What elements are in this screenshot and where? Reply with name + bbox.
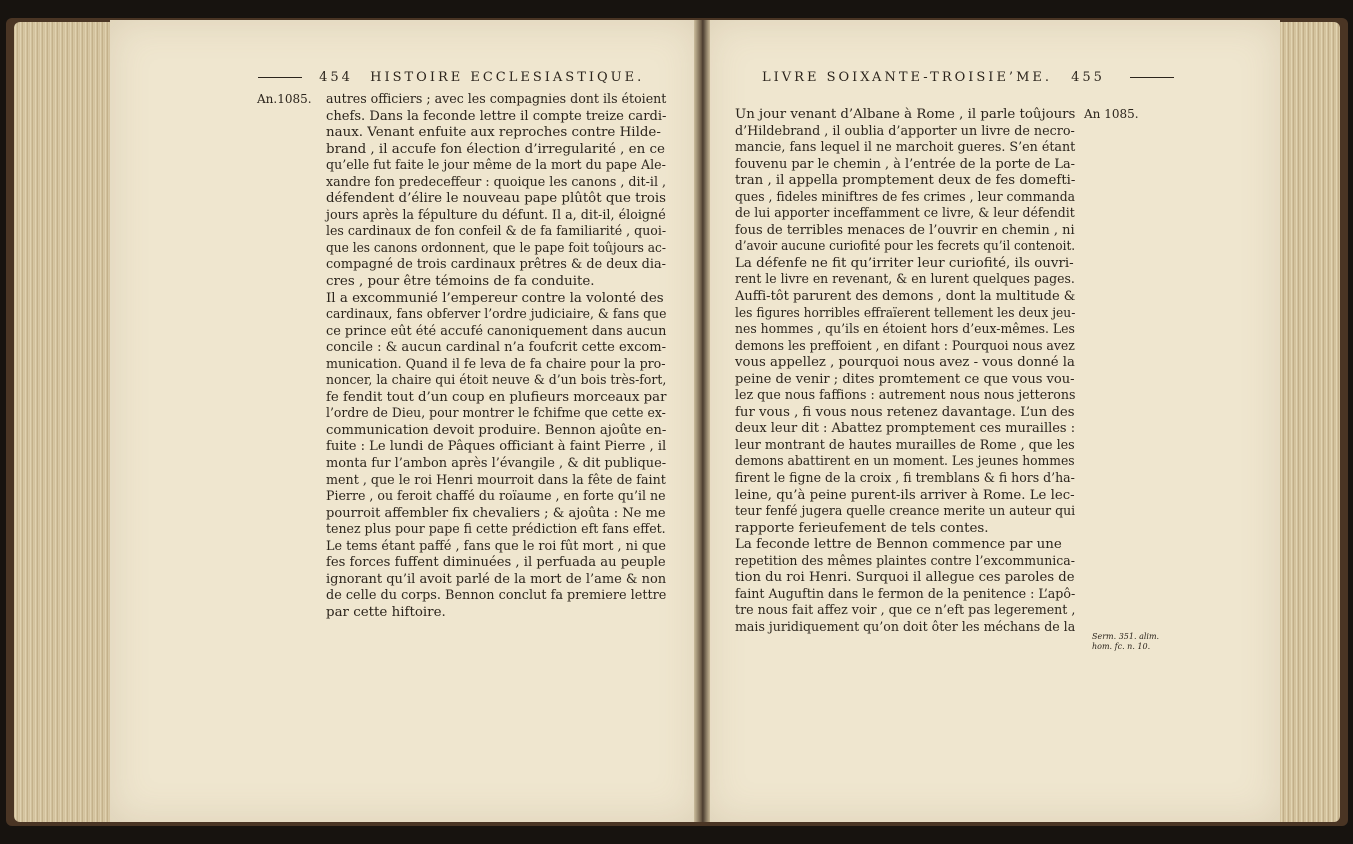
text-line: Un jour venant d’Albane à Rome , il parle toûjours bbox=[735, 107, 1076, 122]
right-page-number: 455 bbox=[1071, 70, 1105, 85]
text-line: par cette hiftoire. bbox=[326, 604, 446, 620]
text-line: munication. Quand il fe leva de fa chaire pour la pro- bbox=[326, 356, 666, 372]
text-line: repetition des mêmes plaintes contre l’excommunica- bbox=[735, 553, 1075, 569]
text-line: teur fenfé jugera quelle creance merite un auteur qui bbox=[735, 504, 1076, 520]
text-line: Le tems étant paffé , fans que le roi fût mort , ni que bbox=[326, 538, 666, 554]
text-line: fur vous , fi vous nous retenez davantage. L’un des bbox=[735, 404, 1075, 420]
text-line: leine, qu’à peine purent-ils arriver à Rome. Le lec- bbox=[735, 487, 1075, 503]
text-line: les cardinaux de fon confeil & de fa familiarité , quoi- bbox=[326, 224, 667, 240]
text-line: firent le figne de la croix , fi tremblans & fi hors d’ha- bbox=[735, 471, 1075, 487]
right-margin-year: An 1085. bbox=[1084, 107, 1139, 121]
text-line: fouvenu par le chemin , à l’entrée de la porte de La- bbox=[735, 156, 1075, 172]
text-line: rent le livre en revenant, & en lurent quelques pages. bbox=[735, 272, 1075, 288]
text-line: tran , il appella promptement deux de fes domefti- bbox=[735, 173, 1076, 189]
text-line: chefs. Dans la feconde lettre il compte treize cardi- bbox=[326, 108, 667, 124]
text-line: noncer, la chaire qui étoit neuve & d’un bois très-fort, bbox=[326, 373, 667, 389]
text-line: fe fendit tout d’un coup en plufieurs morceaux par bbox=[326, 389, 667, 405]
text-line: fous de terribles menaces de l’ouvrir en chemin , ni bbox=[735, 222, 1075, 238]
text-line: demons abattirent en un moment. Les jeunes hommes bbox=[735, 454, 1075, 470]
text-line: défendent d’élire le nouveau pape plûtôt que trois bbox=[326, 191, 667, 207]
header-rule bbox=[1130, 77, 1174, 78]
text-line: rapporte ferieufement de tels contes. bbox=[735, 520, 989, 536]
text-line: cres , pour être témoins de fa conduite. bbox=[326, 274, 595, 290]
text-line: La feconde lettre de Bennon commence par une bbox=[735, 537, 1062, 553]
text-line: naux. Venant enfuite aux reproches contre Hilde- bbox=[326, 125, 661, 141]
text-line: l’ordre de Dieu, pour montrer le fchifme que cette ex- bbox=[326, 406, 666, 422]
text-line: cardinaux, fans obferver l’ordre judiciaire, & fans que bbox=[326, 307, 667, 323]
text-line: ment , que le roi Henri mourroit dans la fête de faint bbox=[326, 472, 666, 488]
text-line: monta fur l’ambon après l’évangile , & dit publique- bbox=[326, 456, 667, 472]
text-line: communication devoit produire. Bennon ajoûte en- bbox=[326, 422, 667, 438]
right-page-text bbox=[735, 107, 1075, 637]
left-page-header bbox=[258, 70, 644, 88]
text-line: fes forces fuffent diminuées , il perfuada au peuple bbox=[326, 555, 666, 571]
text-line: pourroit affembler fix chevaliers ; & ajoûta : Ne me bbox=[326, 505, 666, 521]
text-line: qu’elle fut faite le jour même de la mort du pape Ale- bbox=[326, 158, 666, 174]
text-line: Pierre , ou feroit chaffé du roïaume , en forte qu’il ne bbox=[326, 489, 666, 505]
text-line: mais juridiquement qu’on doit ôter les méchans de la bbox=[735, 619, 1076, 635]
text-line: compagné de trois cardinaux prêtres & de deux dia- bbox=[326, 257, 666, 273]
text-line: ce prince eût été accufé canoniquement dans aucun bbox=[326, 323, 667, 339]
text-line: ignorant qu’il avoit parlé de la mort de l’ame & non bbox=[326, 571, 667, 587]
text-line: nes hommes , qu’ils en étoient hors d’eux-mêmes. Les bbox=[735, 322, 1075, 338]
text-line: mancie, fans lequel il ne marchoit gueres. S’en étant bbox=[735, 140, 1076, 156]
text-line: que les canons ordonnent, que le pape foit toûjours ac- bbox=[326, 240, 666, 256]
text-line: demons les preffoient , en difant : Pourquoi nous avez bbox=[735, 338, 1075, 354]
page-edges-right bbox=[1280, 22, 1340, 822]
text-line: tre nous fait affez voir , que ce n’eft pas legerement , bbox=[735, 603, 1076, 619]
text-line: d’avoir aucune curiofité pour les fecrets qu’il contenoit. bbox=[735, 239, 1076, 255]
text-line: tion du roi Henri. Surquoi il allegue ces paroles de bbox=[735, 570, 1075, 586]
citation-line: hom. fc. n. 10. bbox=[1092, 642, 1151, 651]
text-line: ques , fideles miniftres de fes crimes , leur commanda bbox=[735, 189, 1076, 205]
header-rule bbox=[258, 77, 302, 78]
text-line: La défenfe ne fit qu’irriter leur curiofité, ils ouvri- bbox=[735, 255, 1074, 271]
left-running-title: HISTOIRE ECCLESIASTIQUE. bbox=[370, 70, 645, 85]
text-line: xandre fon predeceffeur : quoique les canons , dit-il , bbox=[326, 174, 667, 190]
right-page-header bbox=[762, 70, 1174, 88]
text-line: de celle du corps. Bennon conclut fa premiere lettre bbox=[326, 588, 667, 604]
book-gutter bbox=[694, 20, 710, 822]
left-page-number: 454 bbox=[319, 70, 353, 85]
text-line: fuite : Le lundi de Pâques officiant à faint Pierre , il bbox=[326, 439, 667, 455]
citation-line: Serm. 351. alim. bbox=[1092, 632, 1160, 641]
text-line: faint Auguftin dans le fermon de la penitence : L’apô- bbox=[735, 586, 1076, 602]
text-line: concile : & aucun cardinal n’a foufcrit cette excom- bbox=[326, 340, 667, 356]
right-running-title: LIVRE SOIXANTE-TROISIE’ME. bbox=[762, 70, 1052, 85]
text-line: autres officiers ; avec les compagnies dont ils étoient bbox=[326, 92, 667, 107]
text-line: brand , il accufe fon élection d’irregularité , en ce bbox=[326, 141, 665, 157]
text-line: lez que nous faffions : autrement nous nous jetterons bbox=[735, 388, 1076, 404]
text-line: de lui apporter inceffamment ce livre, & leur défendit bbox=[735, 206, 1075, 222]
text-line: d’Hildebrand , il oublia d’apporter un livre de necro- bbox=[735, 123, 1075, 139]
text-line: les figures horribles effraïerent tellement les deux jeu- bbox=[735, 305, 1076, 321]
text-line: deux leur dit : Abattez promptement ces murailles : bbox=[735, 421, 1076, 437]
left-page-text bbox=[326, 92, 666, 622]
text-line: peine de venir ; dites promtement ce que vous vou- bbox=[735, 371, 1075, 387]
left-margin-year: An.1085. bbox=[257, 92, 312, 106]
text-line: Il a excommunié l’empereur contre la volonté des bbox=[326, 290, 664, 306]
text-line: vous appellez , pourquoi nous avez - vous donné la bbox=[735, 355, 1075, 371]
text-line: tenez plus pour pape fi cette prédiction eft fans effet. bbox=[326, 522, 666, 538]
right-margin-citation bbox=[1092, 632, 1159, 652]
text-line: jours après la fépulture du défunt. Il a, dit-il, éloigné bbox=[326, 207, 666, 223]
text-line: Auffi-tôt parurent des demons , dont la multitude & bbox=[735, 289, 1076, 305]
text-line: leur montrant de hautes murailles de Rome , que les bbox=[735, 437, 1075, 453]
